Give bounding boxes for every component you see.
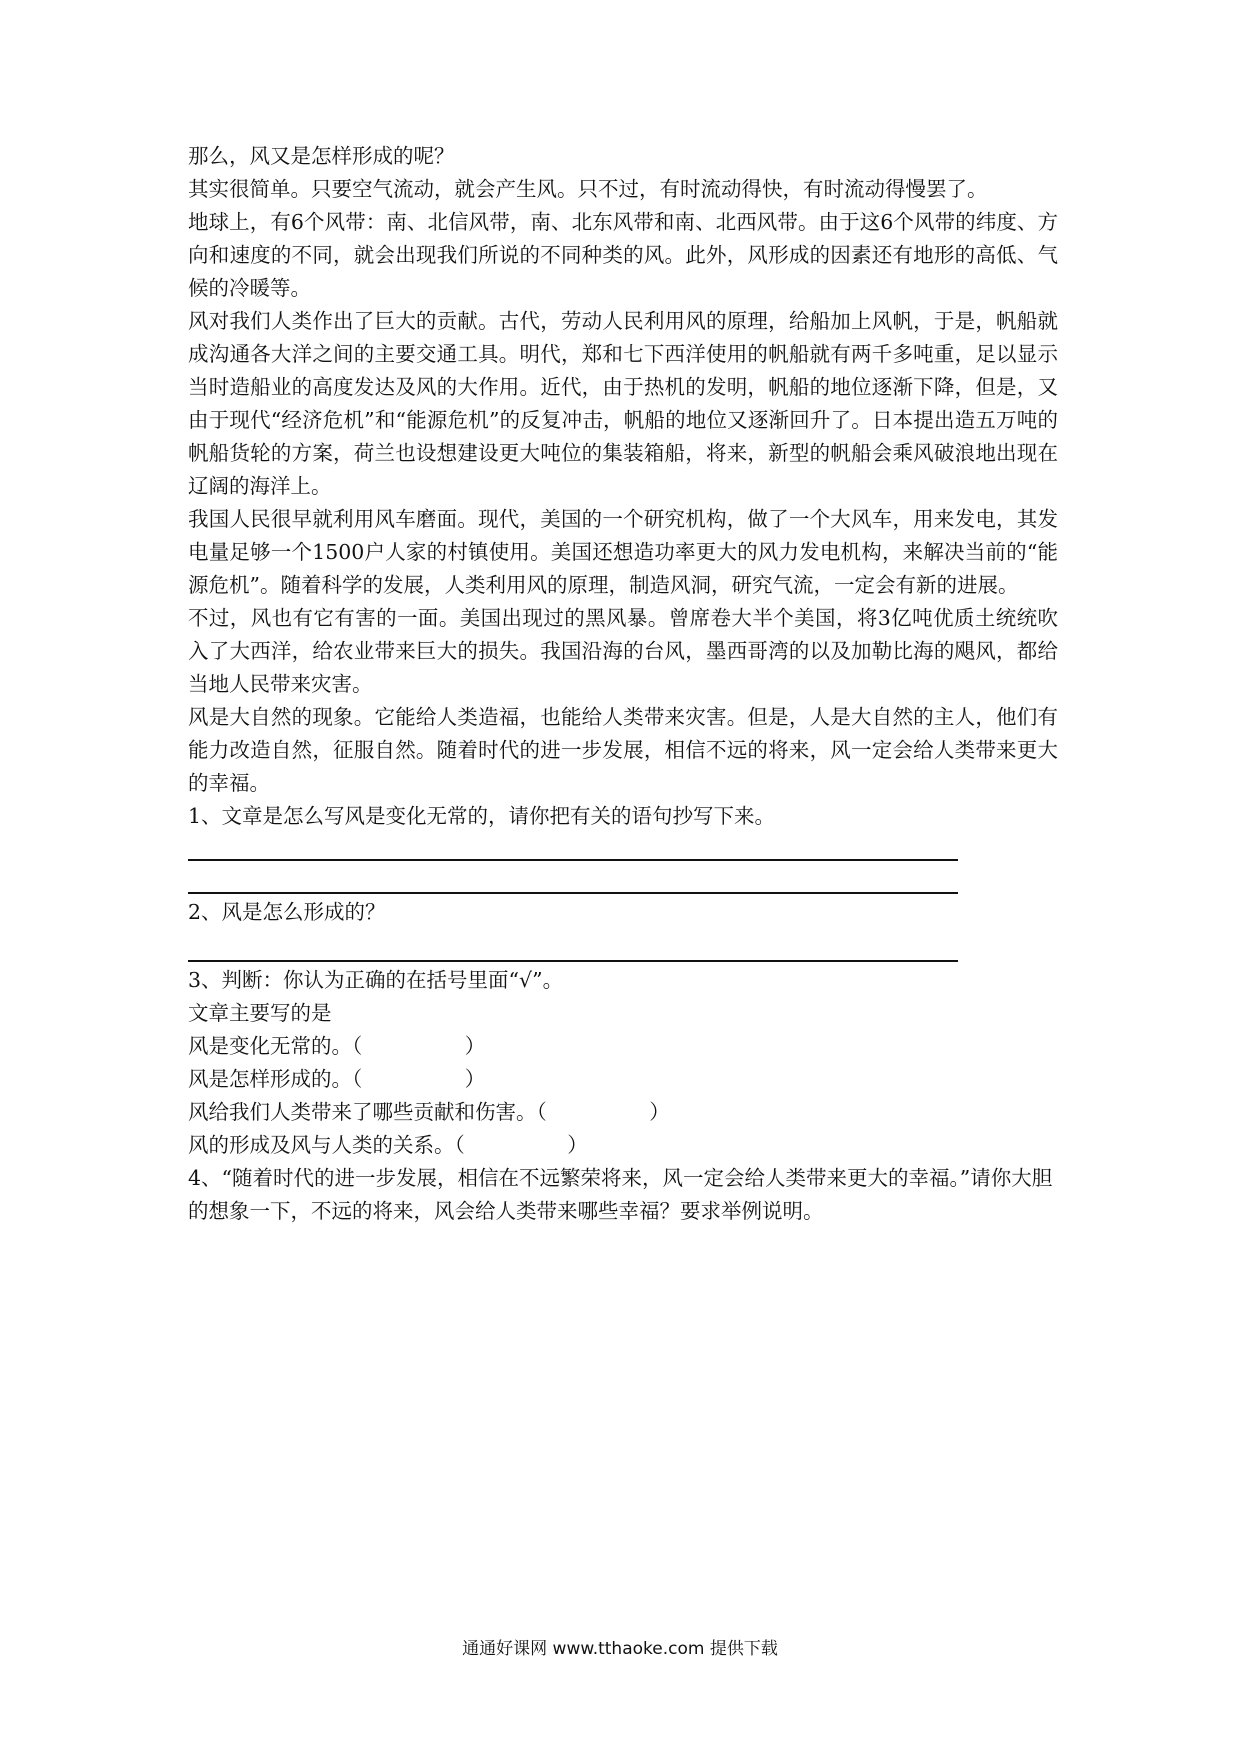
article-paragraph: 其实很简单。只要空气流动，就会产生风。只不过，有时流动得快，有时流动得慢罢了。 [188, 177, 988, 201]
answer-line [188, 859, 958, 861]
question-4: 4、“随着时代的进一步发展，相信在不远繁荣将来，风一定会给人类带来更大的幸福。”请你大胆的想象一下，不远的将来，风会给人类带来哪些幸福？要求举例说明。 [188, 1166, 1053, 1223]
question-3: 3、判断：你认为正确的在括号里面“√”。 [188, 968, 564, 992]
question-2: 2、风是怎么形成的？ [188, 900, 386, 924]
article-paragraph: 风是大自然的现象。它能给人类造福，也能给人类带来灾害。但是，人是大自然的主人，他们有能力改造自然，征服自然。随着时代的进一步发展，相信不远的将来，风一定会给人类带来更大的幸福。 [188, 705, 1058, 795]
article-paragraph: 地球上，有6个风带：南、北信风带，南、北东风带和南、北西风带。由于这6个风带的纬度、方向和速度的不同，就会出现我们所说的不同种类的风。此外，风形成的因素还有地形的高低、气候的冷暖等。 [188, 210, 1058, 300]
question-3-option: 风的形成及风与人类的关系。（ ） [188, 1133, 588, 1157]
footer-source: 通通好课网 www.tthaoke.com 提供下载 [462, 1639, 778, 1659]
article-paragraph: 我国人民很早就利用风车磨面。现代，美国的一个研究机构，做了一个大风车，用来发电，其发电量足够一个1500户人家的村镇使用。美国还想造功率更大的风力发电机构，来解决当前的“能源危机”。随着科学的发展，人类利用风的原理，制造风洞，研究气流，一定会有新的进展。 [188, 507, 1058, 597]
question-1: 1、文章是怎么写风是变化无常的，请你把有关的语句抄写下来。 [188, 804, 776, 828]
answer-line [188, 892, 958, 894]
article-paragraph: 不过，风也有它有害的一面。美国出现过的黑风暴。曾席卷大半个美国，将3亿吨优质土统统吹入了大西洋，给农业带来巨大的损失。我国沿海的台风，墨西哥湾的以及加勒比海的飓风，都给当地人民带来灾害。 [188, 606, 1058, 696]
worksheet-page [188, 140, 1058, 1228]
answer-line [188, 960, 958, 962]
question-3-option: 风是怎样形成的。（ ） [188, 1067, 486, 1091]
article-paragraph: 风对我们人类作出了巨大的贡献。古代，劳动人民利用风的原理，给船加上风帆，于是，帆船就成沟通各大洋之间的主要交通工具。明代，郑和七下西洋使用的帆船就有两千多吨重，足以显示当时造船业的高度发达及风的大作用。近代，由于热机的发明，帆船的地位逐渐下降，但是，又由于现代“经济危机”和“能源危机”的反复冲击，帆船的地位又逐渐回升了。日本提出造五万吨的帆船货轮的方案，荷兰也设想建设更大吨位的集装箱船，将来，新型的帆船会乘风破浪地出现在辽阔的海洋上。 [188, 309, 1058, 498]
question-3-option: 风给我们人类带来了哪些贡献和伤害。（ ） [188, 1100, 670, 1124]
question-3-intro: 文章主要写的是 [188, 1001, 332, 1025]
question-3-option: 风是变化无常的。（ ） [188, 1034, 486, 1058]
article-paragraph: 那么，风又是怎样形成的呢？ [188, 144, 455, 168]
article-body [188, 140, 1058, 800]
